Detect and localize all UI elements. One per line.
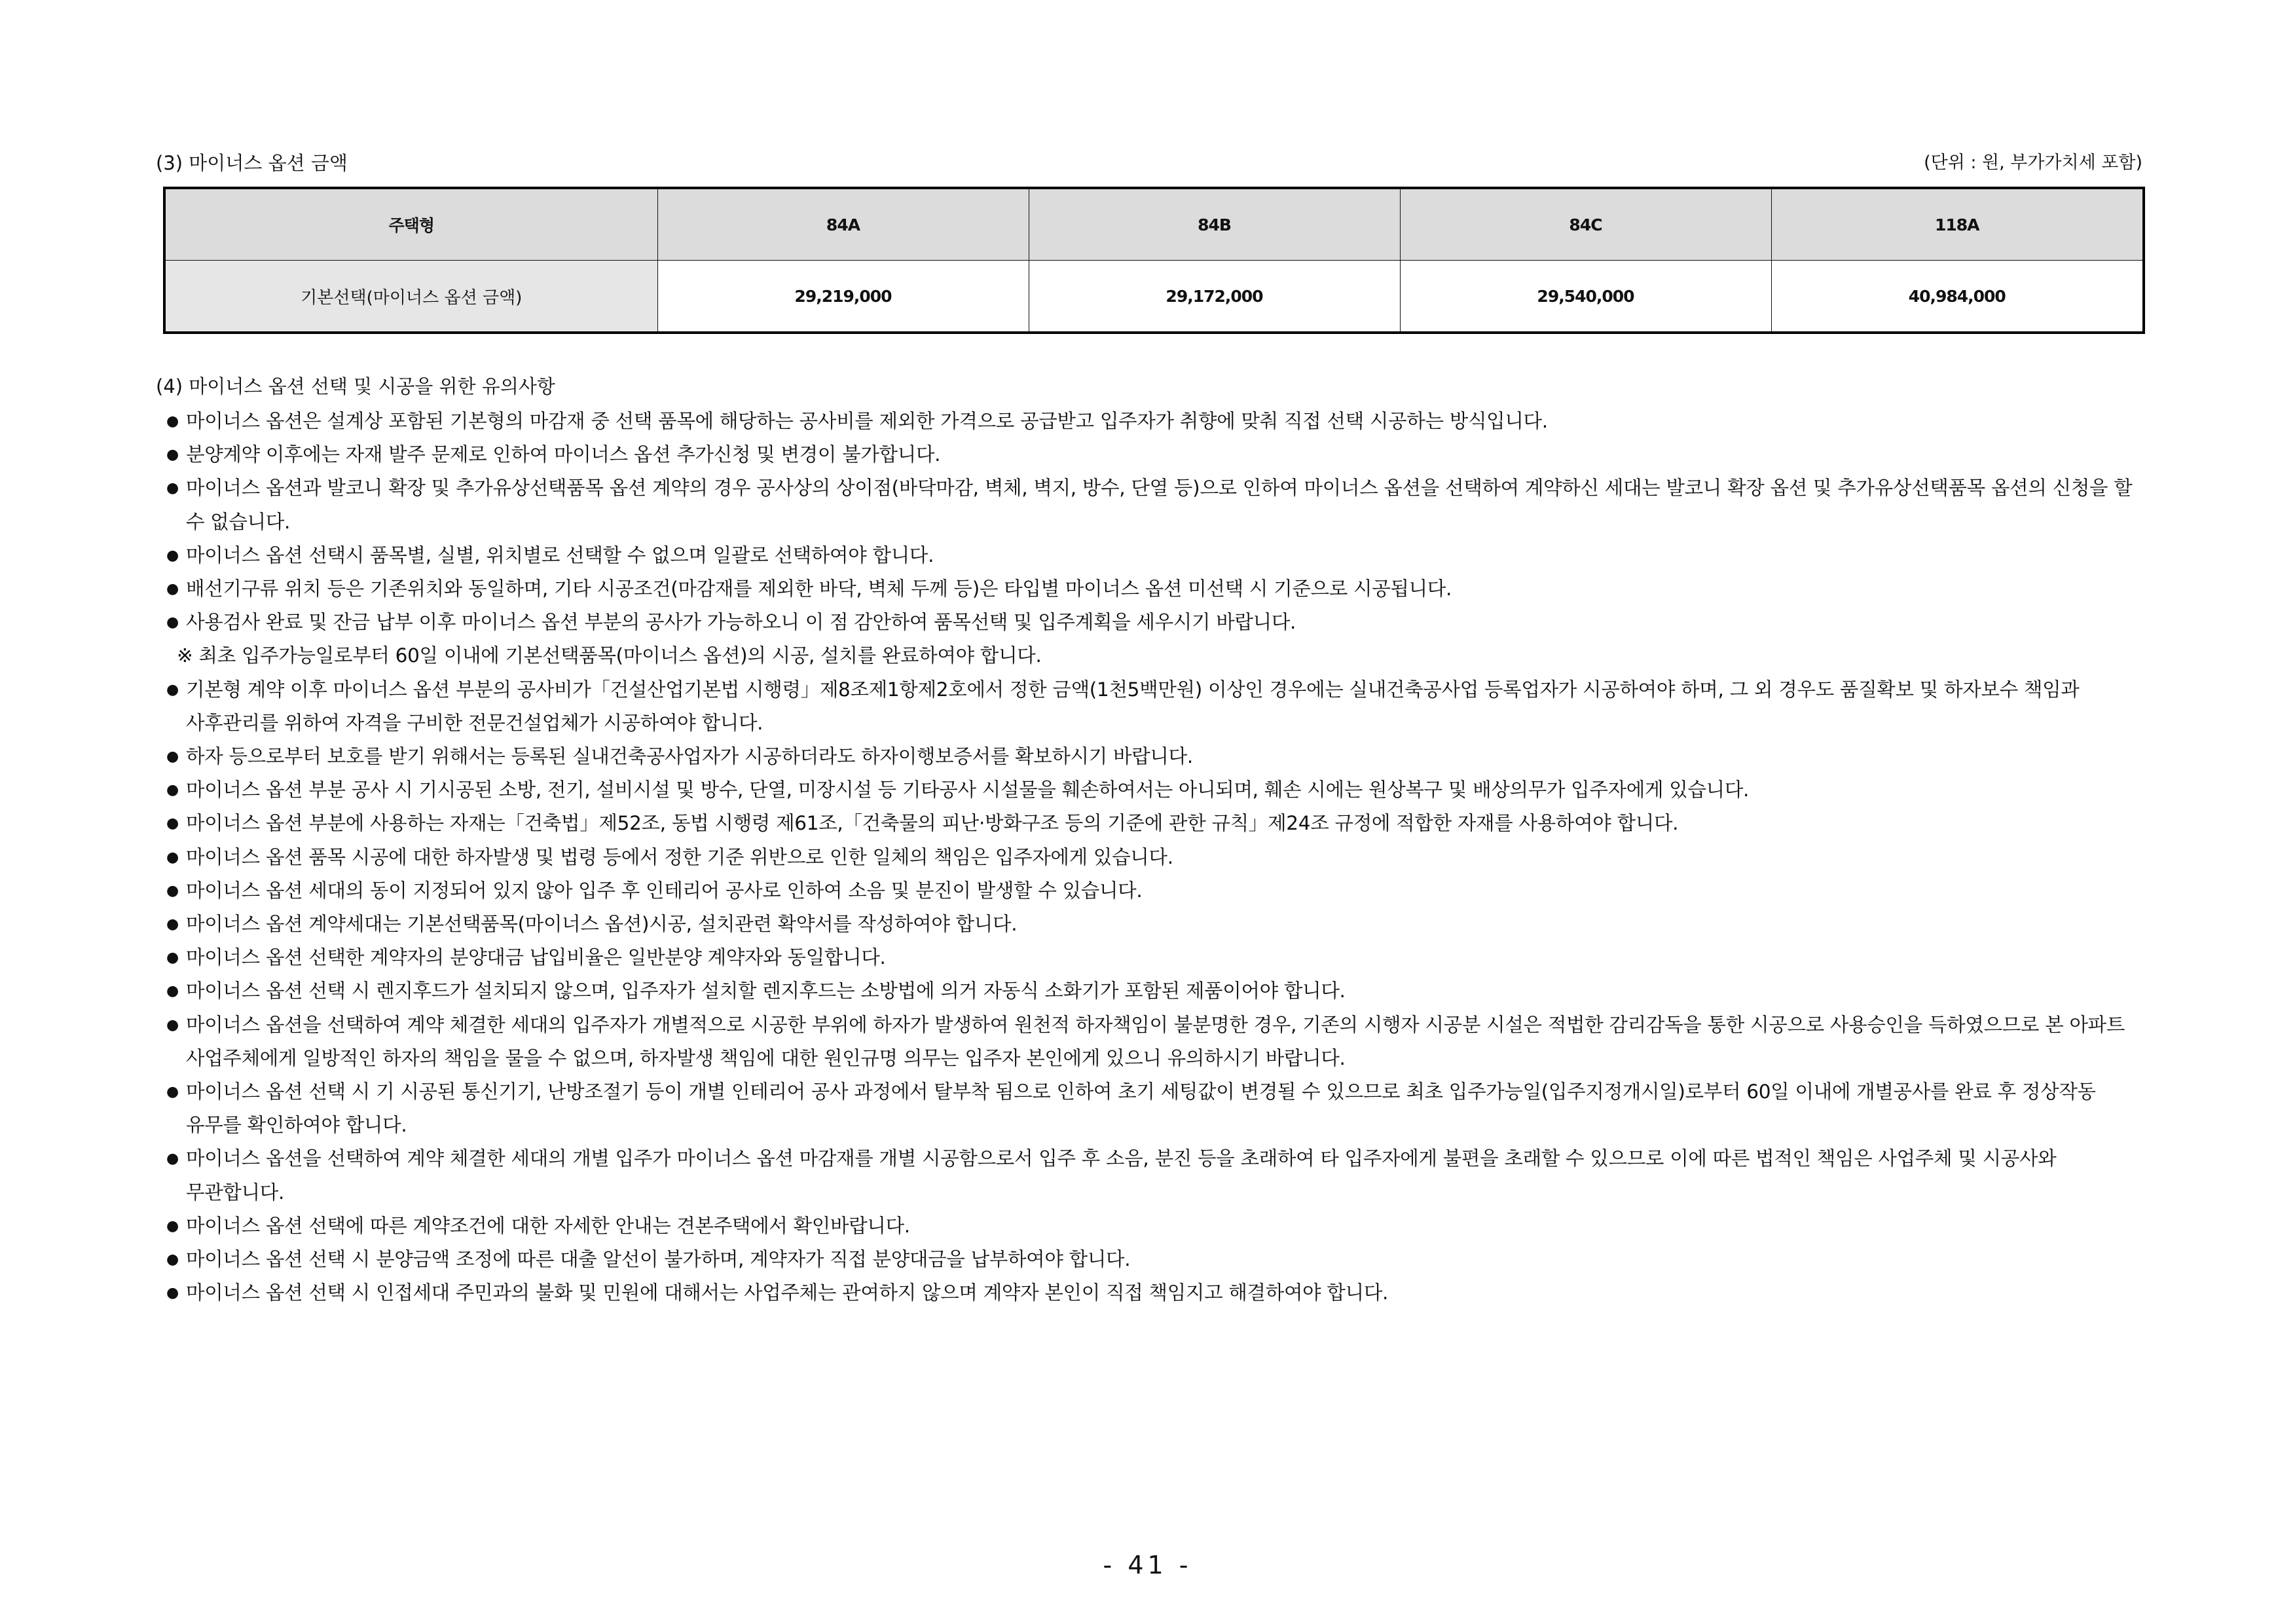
note-text: 하자 등으로부터 보호를 받기 위해서는 등록된 실내건축공사업자가 시공하더라도 하자이행보증서를 확보하시기 바랍니다. [186,745,1193,768]
bullet-icon: ● [166,1285,179,1302]
list-item [156,740,2142,773]
bullet-icon: ● [166,547,179,564]
row-label-cell: 기본선택(마이너스 옵션 금액) [164,261,657,333]
bullet-icon: ● [166,983,179,1000]
note-text: 마이너스 옵션 선택 시 렌지후드가 설치되지 않으며, 입주자가 설치할 렌지후드는 소방법에 의거 자동식 소화기가 포함된 제품이어야 합니다. [186,980,1346,1003]
bullet-icon: ● [166,1217,179,1234]
list-item [156,606,2142,639]
note-text: 마이너스 옵션은 설계상 포함된 기본형의 마감재 중 선택 품목에 해당하는 공사비를 제외한 가격으로 공급받고 입주자가 취향에 맞춰 직접 선택 시공하는 방식입니다. [186,410,1548,432]
list-item [156,471,2142,538]
section-title: (3) 마이너스 옵션 금액 [156,152,348,174]
price-cell: 29,172,000 [1029,261,1400,333]
list-item [156,1008,2142,1075]
bullet-icon: ● [166,748,179,766]
note-text: 마이너스 옵션을 선택하여 계약 체결한 세대의 개별 입주가 마이너스 옵션 마감재를 개별 시공함으로서 입주 후 소음, 분진 등을 초래하여 타 입주자에게 불편을 초래할 수 있으므로 이에 따른 법적인 책임은 사업주체 및 시공사와 무관합니다. [186,1147,2057,1204]
unit-note: (단위 : 원, 부가가치세 포함) [1924,153,2142,173]
note-text: 마이너스 옵션 세대의 동이 지정되어 있지 않아 입주 후 인테리어 공사로 인하여 소음 및 분진이 발생할 수 있습니다. [186,879,1143,902]
list-item [156,1075,2142,1142]
note-text: ※ 최초 입주가능일로부터 60일 이내에 기본선택품목(마이너스 옵션)의 시공, 설치를 완료하여야 합니다. [177,644,1042,667]
page-number: - 41 - [1103,1551,1192,1579]
bullet-icon: ● [166,614,179,631]
bullet-icon: ● [166,916,179,933]
table-header-row [164,188,2144,261]
table-row [164,261,2144,333]
header-cell-type: 84B [1029,188,1400,261]
list-item [156,1243,2142,1276]
note-text: 마이너스 옵션 선택 시 기 시공된 통신기기, 난방조절기 등이 개별 인테리어 공사 과정에서 탈부착 됨으로 인하여 초기 세팅값이 변경될 수 있으므로 최초 입주가능일(입주지정개시일)로부터 60일 이내에 개별공사를 완료 후 정상작동 유무를 확인하여야 합니다. [186,1080,2096,1137]
notes-section [156,372,2142,1310]
list-item [156,1209,2142,1243]
note-text: 마이너스 옵션 선택시 품목별, 실별, 위치별로 선택할 수 없으며 일괄로 선택하여야 합니다. [186,544,934,566]
bullet-icon: ● [166,413,179,430]
list-item [156,1142,2142,1209]
bullet-icon: ● [166,849,179,866]
note-text: 사용검사 완료 및 잔금 납부 이후 마이너스 옵션 부분의 공사가 가능하오니 이 점 감안하여 품목선택 및 입주계획을 세우시기 바랍니다. [186,611,1296,634]
list-item [156,807,2142,840]
header-cell-type: 118A [1771,188,2144,261]
bullet-icon: ● [166,1251,179,1268]
note-text: 마이너스 옵션 선택한 계약자의 분양대금 납입비율은 일반분양 계약자와 동일합니다. [186,946,886,969]
list-item [156,908,2142,941]
bullet-icon: ● [166,1016,179,1033]
list-item [156,874,2142,908]
notes-title: (4) 마이너스 옵션 선택 및 시공을 위한 유의사항 [156,375,555,397]
list-item [156,572,2142,606]
bullet-icon: ● [166,782,179,799]
bullet-icon: ● [166,1151,179,1168]
list-item [156,773,2142,807]
bullet-icon: ● [166,447,179,464]
note-text: 마이너스 옵션 부분 공사 시 기시공된 소방, 전기, 설비시설 및 방수, 단열, 미장시설 등 기타공사 시설물을 훼손하여서는 아니되며, 훼손 시에는 원상복구 및 배상의무가 입주자에게 있습니다. [186,779,1750,802]
header-cell-type: 84C [1400,188,1771,261]
list-item [156,974,2142,1008]
section-header [156,148,2142,178]
note-text: 마이너스 옵션 부분에 사용하는 자재는「건축법」제52조, 동법 시행령 제61조,「건축물의 피난·방화구조 등의 기준에 관한 규칙」제24조 규정에 적합한 자재를 사용하여야 합니다. [186,812,1679,835]
minus-option-price-table [163,187,2145,334]
price-cell: 40,984,000 [1771,261,2144,333]
note-text: 마이너스 옵션 선택 시 분양금액 조정에 따른 대출 알선이 불가하며, 계약자가 직접 분양대금을 납부하여야 합니다. [186,1248,1131,1271]
note-text: 마이너스 옵션 품목 시공에 대한 하자발생 및 법령 등에서 정한 기준 위반으로 인한 일체의 책임은 입주자에게 있습니다. [186,845,1173,868]
list-item [156,639,2142,673]
note-text: 마이너스 옵션 선택에 따른 계약조건에 대한 자세한 안내는 견본주택에서 확인바랍니다. [186,1214,910,1237]
note-text: 분양계약 이후에는 자재 발주 문제로 인하여 마이너스 옵션 추가신청 및 변경이 불가합니다. [186,443,941,466]
list-item [156,1276,2142,1310]
list-item [156,405,2142,438]
note-text: 마이너스 옵션을 선택하여 계약 체결한 세대의 입주자가 개별적으로 시공한 부위에 하자가 발생하여 원천적 하자책임이 불분명한 경우, 기존의 시행자 시공분 시설은 적법한 감리감독을 통한 시공으로 사용승인을 득하였으므로 본 아파트 사업주체에게 일방적인 하자의 책임을 물을 수 없으며, 하자발생 책임에 대한 원인규명 의무는 입주자 본인에게 있으니 유의하시기 바랍니다. [186,1013,2125,1069]
header-cell-housing-type: 주택형 [164,188,657,261]
note-text: 마이너스 옵션 계약세대는 기본선택품목(마이너스 옵션)시공, 설치관련 확약서를 작성하여야 합니다. [186,913,1018,936]
bullet-icon: ● [166,480,179,497]
bullet-icon: ● [166,815,179,832]
header-cell-type: 84A [657,188,1029,261]
note-text: 마이너스 옵션과 발코니 확장 및 추가유상선택품목 옵션 계약의 경우 공사상의 상이점(바닥마감, 벽체, 벽지, 방수, 단열 등)으로 인하여 마이너스 옵션을 선택하여 계약하신 세대는 발코니 확장 옵션 및 추가유상선택품목 옵션의 신청을 할 수 없습니다. [186,477,2133,533]
list-item [156,941,2142,974]
list-item [156,539,2142,572]
note-text: 마이너스 옵션 선택 시 인접세대 주민과의 불화 및 민원에 대해서는 사업주체는 관여하지 않으며 계약자 본인이 직접 책임지고 해결하여야 합니다. [186,1282,1389,1304]
note-text: 배선기구류 위치 등은 기존위치와 동일하며, 기타 시공조건(마감재를 제외한 바닥, 벽체 두께 등)은 타입별 마이너스 옵션 미선택 시 기준으로 시공됩니다. [186,578,1452,600]
bullet-icon: ● [166,882,179,899]
note-text: 기본형 계약 이후 마이너스 옵션 부분의 공사비가「건설산업기본법 시행령」제8조제1항제2호에서 정한 금액(1천5백만원) 이상인 경우에는 실내건축공사업 등록업자가 시공하여야 하며, 그 외 경우도 품질확보 및 하자보수 책임과 사후관리를 위하여 자격을 구비한 전문건설업체가 시공하여야 합니다. [186,678,2080,734]
price-cell: 29,219,000 [657,261,1029,333]
bullet-icon: ● [166,581,179,598]
bullet-icon: ● [166,950,179,967]
list-item [156,841,2142,874]
list-item [156,673,2142,740]
price-cell: 29,540,000 [1400,261,1771,333]
list-item [156,438,2142,471]
notes-list [156,405,2142,1310]
bullet-icon: ● [166,1084,179,1101]
bullet-icon: ● [166,681,179,698]
